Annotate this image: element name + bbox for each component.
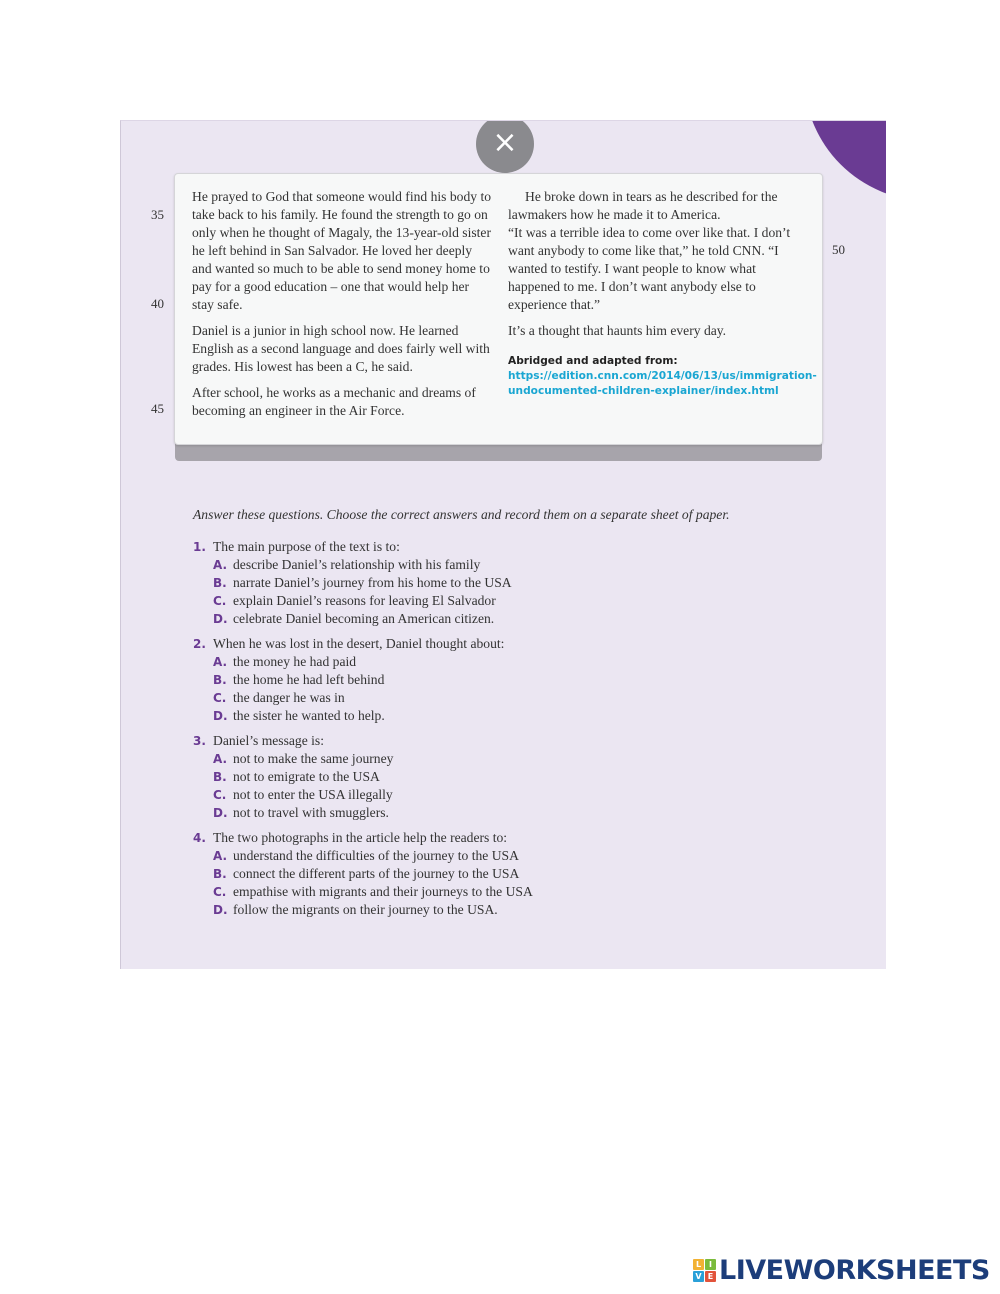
option-letter: C. [213,788,227,802]
line-number: 40 [151,296,164,311]
answer-option[interactable] [193,786,753,804]
answer-option[interactable] [193,556,753,574]
option-text: connect the different parts of the journey to the USA [233,866,520,881]
article-paragraph: “It was a terrible idea to come over like that. I don’t want anybody to come like that,” he told CNN. “I wanted to testify. I want people to know what happened to me. I don’t want anybody else to experience that.” [508,225,791,312]
question-stem [193,538,753,556]
option-text: narrate Daniel’s journey from his home to the USA [233,575,512,590]
option-text: the money he had paid [233,654,357,669]
option-text: explain Daniel’s reasons for leaving El Salvador [233,593,496,608]
option-text: the sister he wanted to help. [233,708,385,723]
article-right-column [508,188,817,399]
answer-option[interactable] [193,768,753,786]
answer-option[interactable] [193,671,753,689]
article-paragraph: Daniel is a junior in high school now. He learned English as a second language and does fairly well with grades. His lowest has been a C, he said. [192,323,490,374]
option-letter: D. [213,709,228,723]
option-text: the home he had left behind [233,672,385,687]
source-link[interactable]: https://edition.cnn.com/2014/06/13/us/immigration-undocumented-children-explainer/index.html [508,370,817,397]
question [193,829,753,919]
close-button[interactable]: × [476,120,534,173]
article-paragraph: He prayed to God that someone would find his body to take back to his family. He found the strength to go on only when he thought of Magaly, the 13-year-old sister he left behind in San Salvador. He loved her deeply and wanted so much to be able to send money home to pay for a good education – one that would help her stay safe. [192,189,492,312]
question-number: 3. [193,734,206,748]
option-letter: D. [213,612,228,626]
logo-mark-icon [693,1259,716,1282]
answer-option[interactable] [193,883,753,901]
option-text: empathise with migrants and their journeys to the USA [233,884,533,899]
logo-letter: E [705,1271,716,1282]
liveworksheets-logo [693,1256,990,1284]
article-left-column [192,188,492,428]
line-number: 35 [151,207,164,222]
question-number: 1. [193,540,206,554]
logo-text: LIVEWORKSHEETS [719,1254,990,1286]
option-text: describe Daniel’s relationship with his family [233,557,481,572]
logo-letter: V [693,1271,704,1282]
question-stem [193,635,753,653]
answer-option[interactable] [193,689,753,707]
answer-option[interactable] [193,804,753,822]
question [193,635,753,725]
answer-option[interactable] [193,592,753,610]
answer-option[interactable] [193,653,753,671]
option-letter: B. [213,576,227,590]
line-number: 50 [832,242,845,257]
question [193,538,753,628]
option-text: the danger he was in [233,690,345,705]
source-citation [508,354,817,399]
answer-option[interactable] [193,610,753,628]
option-letter: B. [213,673,227,687]
answer-option[interactable] [193,847,753,865]
option-text: understand the difficulties of the journey to the USA [233,848,519,863]
option-letter: A. [213,558,228,572]
question-stem [193,732,753,750]
logo-letter: I [705,1259,716,1270]
question-number: 4. [193,831,206,845]
question [193,732,753,822]
question-number: 2. [193,637,206,651]
logo-letter: L [693,1259,704,1270]
article-paragraph: It’s a thought that haunts him every day. [508,323,727,338]
instructions: Answer these questions. Choose the correct answers and record them on a separate sheet of paper. [193,507,730,522]
article-card [174,173,823,445]
option-letter: C. [213,885,227,899]
option-text: not to enter the USA illegally [233,787,393,802]
option-letter: A. [213,752,228,766]
question-text: The two photographs in the article help the readers to: [213,830,508,845]
option-letter: C. [213,691,227,705]
worksheet-panel [120,120,886,969]
answer-option[interactable] [193,901,753,919]
option-text: not to make the same journey [233,751,394,766]
question-text: Daniel’s message is: [213,733,324,748]
option-text: not to travel with smugglers. [233,805,389,820]
option-text: celebrate Daniel becoming an American citizen. [233,611,495,626]
answer-option[interactable] [193,707,753,725]
option-letter: C. [213,594,227,608]
question-stem [193,829,753,847]
option-letter: D. [213,903,228,917]
answer-option[interactable] [193,574,753,592]
option-letter: A. [213,849,228,863]
article-paragraph: After school, he works as a mechanic and dreams of becoming an engineer in the Air Force. [192,385,476,418]
answer-option[interactable] [193,750,753,768]
option-text: follow the migrants on their journey to the USA. [233,902,498,917]
answer-option[interactable] [193,865,753,883]
option-letter: D. [213,806,228,820]
option-letter: B. [213,867,227,881]
line-number: 45 [151,401,164,416]
question-text: When he was lost in the desert, Daniel thought about: [213,636,505,651]
option-letter: A. [213,655,228,669]
option-text: not to emigrate to the USA [233,769,380,784]
question-list [193,538,753,919]
option-letter: B. [213,770,227,784]
article-paragraph: He broke down in tears as he described for the lawmakers how he made it to America. [508,189,778,222]
questions-section [193,506,753,926]
question-text: The main purpose of the text is to: [213,539,400,554]
source-label: Abridged and adapted from: [508,355,678,367]
